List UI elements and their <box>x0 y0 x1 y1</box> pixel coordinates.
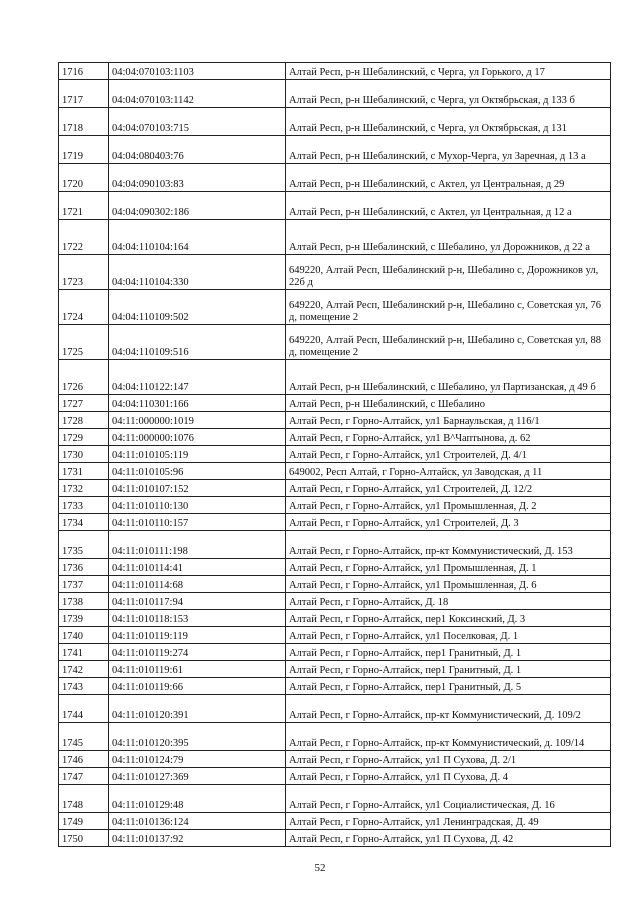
cadastral-number-cell: 04:04:070103:715 <box>109 108 286 136</box>
address-cell: Алтай Респ, г Горно-Алтайск, ул1 Промышленная, Д. 6 <box>286 576 611 593</box>
table-row <box>59 192 611 220</box>
row-number-cell: 1724 <box>59 290 109 325</box>
row-number-cell: 1725 <box>59 325 109 360</box>
cadastral-table <box>58 62 611 847</box>
row-number-cell: 1740 <box>59 627 109 644</box>
row-number-cell: 1747 <box>59 768 109 785</box>
cadastral-number-cell: 04:11:010114:41 <box>109 559 286 576</box>
cadastral-number-cell: 04:11:010120:395 <box>109 723 286 751</box>
row-number-cell: 1726 <box>59 360 109 395</box>
table-row <box>59 463 611 480</box>
table-row <box>59 695 611 723</box>
row-number-cell: 1743 <box>59 678 109 695</box>
cadastral-number-cell: 04:04:070103:1142 <box>109 80 286 108</box>
row-number-cell: 1731 <box>59 463 109 480</box>
row-number-cell: 1722 <box>59 220 109 255</box>
address-cell: Алтай Респ, г Горно-Алтайск, пр-кт Коммунистический, д. 109/14 <box>286 723 611 751</box>
address-cell: Алтай Респ, г Горно-Алтайск, ул1 Ленинградская, Д. 49 <box>286 813 611 830</box>
address-cell: 649220, Алтай Респ, Шебалинский р-н, Шебалино с, Советская ул, 76 д, помещение 2 <box>286 290 611 325</box>
table-row <box>59 559 611 576</box>
cadastral-number-cell: 04:04:110122:147 <box>109 360 286 395</box>
cadastral-number-cell: 04:11:010105:119 <box>109 446 286 463</box>
address-cell: Алтай Респ, г Горно-Алтайск, ул1 П Сухова, Д. 2/1 <box>286 751 611 768</box>
address-cell: Алтай Респ, р-н Шебалинский, с Актел, ул Центральная, д 29 <box>286 164 611 192</box>
address-cell: Алтай Респ, р-н Шебалинский, с Черга, ул Октябрьская, д 133 б <box>286 80 611 108</box>
table-row <box>59 610 611 627</box>
address-cell: Алтай Респ, г Горно-Алтайск, ул1 Барнаульская, д 116/1 <box>286 412 611 429</box>
row-number-cell: 1732 <box>59 480 109 497</box>
cadastral-number-cell: 04:11:010136:124 <box>109 813 286 830</box>
row-number-cell: 1716 <box>59 63 109 80</box>
row-number-cell: 1730 <box>59 446 109 463</box>
address-cell: Алтай Респ, г Горно-Алтайск, ул1 Социалистическая, Д. 16 <box>286 785 611 813</box>
cadastral-number-cell: 04:11:010110:157 <box>109 514 286 531</box>
table-row <box>59 531 611 559</box>
table-row <box>59 813 611 830</box>
table-row <box>59 627 611 644</box>
row-number-cell: 1736 <box>59 559 109 576</box>
address-cell: Алтай Респ, г Горно-Алтайск, Д. 18 <box>286 593 611 610</box>
address-cell: Алтай Респ, р-н Шебалинский, с Черга, ул Октябрьская, д 131 <box>286 108 611 136</box>
row-number-cell: 1737 <box>59 576 109 593</box>
address-cell: Алтай Респ, г Горно-Алтайск, пер1 Гранитный, Д. 1 <box>286 644 611 661</box>
cadastral-number-cell: 04:04:110104:330 <box>109 255 286 290</box>
table-body <box>59 63 611 847</box>
page-number: 52 <box>314 862 326 874</box>
address-cell: Алтай Респ, р-н Шебалинский, с Актел, ул Центральная, д 12 а <box>286 192 611 220</box>
cadastral-number-cell: 04:04:110301:166 <box>109 395 286 412</box>
address-cell: 649220, Алтай Респ, Шебалинский р-н, Шебалино с, Дорожников ул, 22б д <box>286 255 611 290</box>
cadastral-number-cell: 04:11:010129:48 <box>109 785 286 813</box>
address-cell: Алтай Респ, г Горно-Алтайск, ул1 Промышленная, Д. 1 <box>286 559 611 576</box>
table-row <box>59 108 611 136</box>
cadastral-number-cell: 04:11:010124:79 <box>109 751 286 768</box>
table-row <box>59 395 611 412</box>
address-cell: Алтай Респ, г Горно-Алтайск, ул1 П Сухова, Д. 42 <box>286 830 611 847</box>
address-cell: Алтай Респ, г Горно-Алтайск, пер1 Коксинский, Д. 3 <box>286 610 611 627</box>
table-row <box>59 164 611 192</box>
table-row <box>59 429 611 446</box>
cadastral-number-cell: 04:11:010119:274 <box>109 644 286 661</box>
table-row <box>59 514 611 531</box>
row-number-cell: 1734 <box>59 514 109 531</box>
row-number-cell: 1721 <box>59 192 109 220</box>
row-number-cell: 1728 <box>59 412 109 429</box>
address-cell: Алтай Респ, р-н Шебалинский, с Шебалино <box>286 395 611 412</box>
cadastral-number-cell: 04:11:010137:92 <box>109 830 286 847</box>
table-row <box>59 644 611 661</box>
row-number-cell: 1748 <box>59 785 109 813</box>
address-cell: Алтай Респ, г Горно-Алтайск, пер1 Гранитный, Д. 5 <box>286 678 611 695</box>
address-cell: 649220, Алтай Респ, Шебалинский р-н, Шебалино с, Советская ул, 88 д, помещение 2 <box>286 325 611 360</box>
address-cell: Алтай Респ, г Горно-Алтайск, пер1 Гранитный, Д. 1 <box>286 661 611 678</box>
table-row <box>59 255 611 290</box>
address-cell: Алтай Респ, г Горно-Алтайск, ул1 В^Чаптынова, д. 62 <box>286 429 611 446</box>
row-number-cell: 1727 <box>59 395 109 412</box>
cadastral-number-cell: 04:11:000000:1076 <box>109 429 286 446</box>
address-cell: Алтай Респ, р-н Шебалинский, с Шебалино, ул Партизанская, д 49 б <box>286 360 611 395</box>
table-row <box>59 480 611 497</box>
table-row <box>59 220 611 255</box>
cadastral-number-cell: 04:11:010127:369 <box>109 768 286 785</box>
cadastral-number-cell: 04:11:010119:61 <box>109 661 286 678</box>
address-cell: 649002, Респ Алтай, г Горно-Алтайск, ул Заводская, д 11 <box>286 463 611 480</box>
row-number-cell: 1750 <box>59 830 109 847</box>
row-number-cell: 1718 <box>59 108 109 136</box>
row-number-cell: 1738 <box>59 593 109 610</box>
table-row <box>59 751 611 768</box>
table-row <box>59 412 611 429</box>
row-number-cell: 1739 <box>59 610 109 627</box>
table-row <box>59 768 611 785</box>
row-number-cell: 1723 <box>59 255 109 290</box>
table-row <box>59 136 611 164</box>
cadastral-number-cell: 04:04:070103:1103 <box>109 63 286 80</box>
row-number-cell: 1741 <box>59 644 109 661</box>
table-row <box>59 830 611 847</box>
address-cell: Алтай Респ, г Горно-Алтайск, ул1 Промышленная, Д. 2 <box>286 497 611 514</box>
row-number-cell: 1720 <box>59 164 109 192</box>
table-row <box>59 785 611 813</box>
table-row <box>59 63 611 80</box>
address-cell: Алтай Респ, г Горно-Алтайск, ул1 Строителей, Д. 4/1 <box>286 446 611 463</box>
address-cell: Алтай Респ, г Горно-Алтайск, ул1 Строителей, Д. 3 <box>286 514 611 531</box>
cadastral-number-cell: 04:04:090103:83 <box>109 164 286 192</box>
table-row <box>59 80 611 108</box>
row-number-cell: 1746 <box>59 751 109 768</box>
cadastral-number-cell: 04:11:010117:94 <box>109 593 286 610</box>
table-row <box>59 723 611 751</box>
cadastral-number-cell: 04:11:010105:96 <box>109 463 286 480</box>
cadastral-number-cell: 04:11:010118:153 <box>109 610 286 627</box>
address-cell: Алтай Респ, р-н Шебалинский, с Мухор-Черга, ул Заречная, д 13 а <box>286 136 611 164</box>
address-cell: Алтай Респ, г Горно-Алтайск, пр-кт Коммунистический, Д. 109/2 <box>286 695 611 723</box>
row-number-cell: 1733 <box>59 497 109 514</box>
address-cell: Алтай Респ, г Горно-Алтайск, ул1 П Сухова, Д. 4 <box>286 768 611 785</box>
cadastral-number-cell: 04:11:010110:130 <box>109 497 286 514</box>
row-number-cell: 1719 <box>59 136 109 164</box>
table-row <box>59 661 611 678</box>
address-cell: Алтай Респ, г Горно-Алтайск, пр-кт Коммунистический, Д. 153 <box>286 531 611 559</box>
cadastral-number-cell: 04:04:080403:76 <box>109 136 286 164</box>
cadastral-number-cell: 04:11:010114:68 <box>109 576 286 593</box>
row-number-cell: 1729 <box>59 429 109 446</box>
table-row <box>59 678 611 695</box>
row-number-cell: 1742 <box>59 661 109 678</box>
table-row <box>59 593 611 610</box>
table-row <box>59 576 611 593</box>
table-row <box>59 360 611 395</box>
cadastral-number-cell: 04:11:010107:152 <box>109 480 286 497</box>
cadastral-number-cell: 04:04:110109:516 <box>109 325 286 360</box>
cadastral-number-cell: 04:04:110104:164 <box>109 220 286 255</box>
address-cell: Алтай Респ, г Горно-Алтайск, ул1 Поселковая, Д. 1 <box>286 627 611 644</box>
row-number-cell: 1749 <box>59 813 109 830</box>
cadastral-number-cell: 04:11:010119:119 <box>109 627 286 644</box>
cadastral-number-cell: 04:11:010119:66 <box>109 678 286 695</box>
cadastral-number-cell: 04:11:010111:198 <box>109 531 286 559</box>
table-row <box>59 446 611 463</box>
address-cell: Алтай Респ, р-н Шебалинский, с Шебалино, ул Дорожников, д 22 а <box>286 220 611 255</box>
table-row <box>59 325 611 360</box>
table-row <box>59 497 611 514</box>
row-number-cell: 1745 <box>59 723 109 751</box>
cadastral-number-cell: 04:04:090302:186 <box>109 192 286 220</box>
address-cell: Алтай Респ, г Горно-Алтайск, ул1 Строителей, Д. 12/2 <box>286 480 611 497</box>
row-number-cell: 1735 <box>59 531 109 559</box>
cadastral-number-cell: 04:04:110109:502 <box>109 290 286 325</box>
table-row <box>59 290 611 325</box>
row-number-cell: 1717 <box>59 80 109 108</box>
row-number-cell: 1744 <box>59 695 109 723</box>
cadastral-number-cell: 04:11:000000:1019 <box>109 412 286 429</box>
address-cell: Алтай Респ, р-н Шебалинский, с Черга, ул Горького, д 17 <box>286 63 611 80</box>
cadastral-number-cell: 04:11:010120:391 <box>109 695 286 723</box>
